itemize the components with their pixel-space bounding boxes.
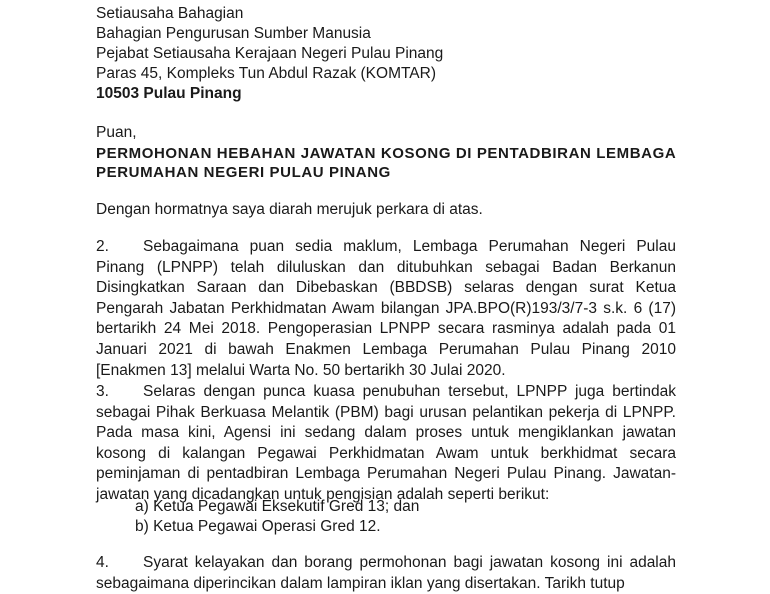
subject-line-2: PERUMAHAN NEGERI PULAU PINANG (96, 164, 391, 181)
paragraph-2 (96, 237, 676, 381)
paragraph-3 (96, 382, 676, 506)
paragraph-4 (96, 553, 676, 594)
address-line-3: Pejabat Setiausaha Kerajaan Negeri Pulau Pinang (96, 45, 444, 62)
paragraph-2-text: Sebagaimana puan sedia maklum, Lembaga Perumahan Negeri Pulau Pinang (LPNPP) telah diluluskan dan ditubuhkan sebagai Badan Berkanun Disingkatkan Saraan dan Dibebaskan (BBDSB) selaras dengan surat Ketua Pengarah Jabatan Perkhidmatan Awam bilangan JPA.BPO(R)193/3/7-3 s.k. 6 (17) bertarikh 24 Mei 2018. Pengoperasian LPNPP secara rasminya adalah pada 01 Januari 2021 di bawah Enakmen Lembaga Perumahan Pulau Pinang 2010 [Enakmen 13] melalui Warta No. 50 bertarikh 30 Julai 2020. (96, 238, 676, 379)
paragraph-4-number: 4. (96, 554, 109, 571)
list-item-a: a) Ketua Pegawai Eksekutif Gred 13; dan (135, 498, 420, 515)
paragraph-3-number: 3. (96, 383, 109, 400)
address-postcode-line: 10503 Pulau Pinang (96, 85, 242, 102)
list-item-b: b) Ketua Pegawai Operasi Gred 12. (135, 518, 381, 535)
paragraph-3-text: Selaras dengan punca kuasa penubuhan tersebut, LPNPP juga bertindak sebagai Pihak Berkuasa Melantik (PBM) bagi urusan pelantikan pekerja di LPNPP. Pada masa kini, Agensi ini sedang dalam proses untuk mengiklankan jawatan kosong di kalangan Pegawai Perkhidmatan Awam untuk berkhidmat secara peminjaman di pentadbiran Lembaga Perumahan Negeri Pulau Pinang. Jawatan-jawatan yang dicadangkan untuk pengisian adalah seperti berikut: (96, 383, 676, 503)
address-line-2: Bahagian Pengurusan Sumber Manusia (96, 25, 371, 42)
salutation: Puan, (96, 124, 137, 141)
subject-line-1: PERMOHONAN HEBAHAN JAWATAN KOSONG DI PENTADBIRAN LEMBAGA (96, 145, 677, 162)
paragraph-4-text: Syarat kelayakan dan borang permohonan bagi jawatan kosong ini adalah sebagaimana diperincikan dalam lampiran iklan yang disertakan. Tarikh tutup (96, 554, 676, 592)
address-line-4: Paras 45, Kompleks Tun Abdul Razak (KOMTAR) (96, 65, 436, 82)
address-line-1: Setiausaha Bahagian (96, 5, 244, 22)
paragraph-2-number: 2. (96, 238, 109, 255)
opening-sentence: Dengan hormatnya saya diarah merujuk perkara di atas. (96, 201, 483, 218)
